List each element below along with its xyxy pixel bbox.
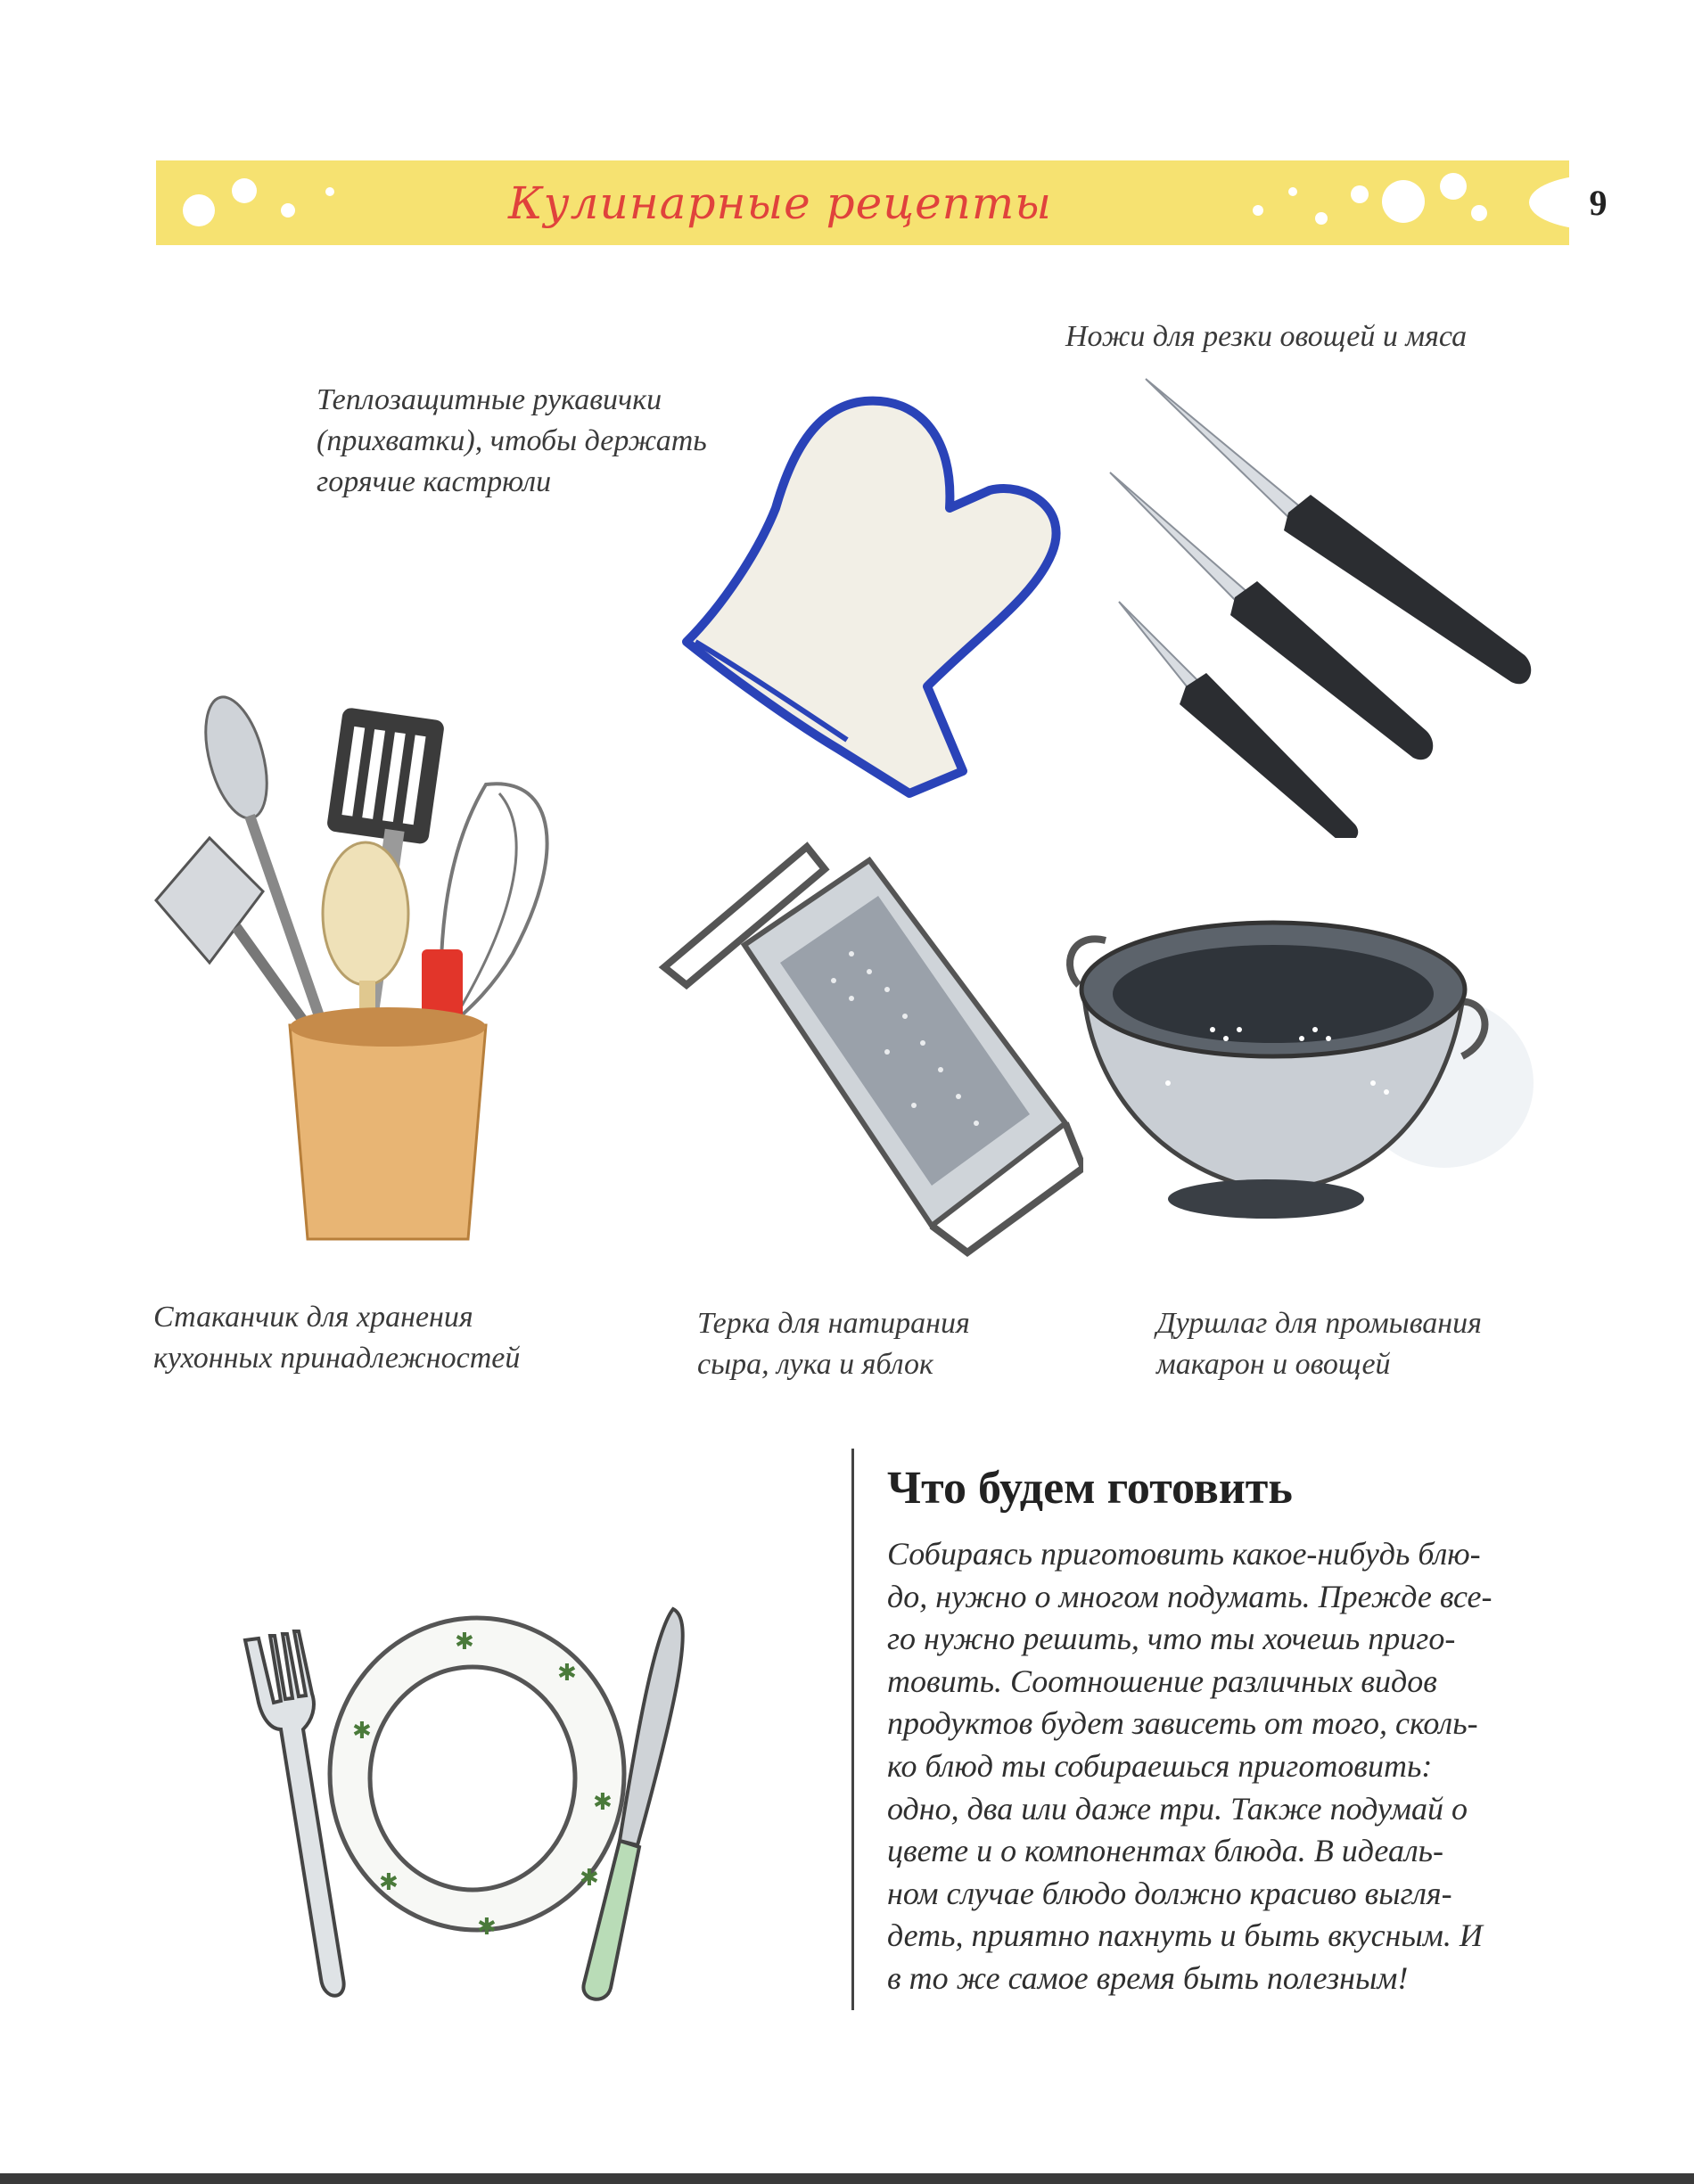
caption-line: Терка для натирания [697,1307,970,1340]
caption-colander [1156,1303,1482,1385]
caption-line: сыра, лука и яблок [697,1348,933,1381]
decorative-dot [1440,173,1467,200]
body-line: до, нужно о многом подумать. Прежде все- [887,1578,1493,1614]
body-line: Собираясь приготовить какое-нибудь блю- [887,1536,1481,1572]
running-header-title: Кулинарные рецепты [507,177,1053,229]
caption-utensil-holder [153,1297,520,1379]
section-title: Что будем готовить [887,1463,1293,1514]
body-text [887,1533,1578,2000]
utensil-holder-icon [147,695,611,1248]
svg-text:✱: ✱ [379,1869,399,1896]
caption-line: Теплозащитные рукавички [317,383,662,416]
knives-icon [1092,374,1556,838]
grater-icon [646,829,1083,1275]
caption-oven-mitts [317,380,707,503]
caption-line: Стаканчик для хранения [153,1301,473,1334]
decorative-dot [1471,205,1487,221]
caption-line: горячие кастрюли [317,465,552,498]
place-setting-icon [227,1596,709,2015]
body-line: цвете и о компонентах блюда. В идеаль- [887,1833,1444,1869]
caption-grater [697,1303,970,1385]
caption-line: (прихватки), чтобы держать [317,424,707,457]
svg-text:✱: ✱ [557,1660,577,1687]
caption-line: Дуршлаг для промывания [1156,1307,1482,1340]
caption-knives [1065,316,1467,357]
svg-text:✱: ✱ [593,1789,613,1816]
header-band [156,160,1608,245]
page-bottom-edge [0,2173,1694,2184]
section-rule [851,1449,854,2010]
svg-text:✱: ✱ [580,1865,599,1892]
page-number: 9 [1529,175,1667,230]
body-line: одно, два или даже три. Также подумай о [887,1790,1468,1827]
caption-line: кухонных принадлежностей [153,1342,521,1375]
body-line: ко блюд ты собираешься приготовить: [887,1747,1433,1784]
body-line: ном случае блюдо должно красиво выгля- [887,1875,1452,1911]
colander-icon [1034,905,1534,1235]
oven-mitt-icon [660,374,1088,820]
body-line: товить. Соотношение различных видов [887,1663,1437,1699]
body-line: деть, приятно пахнуть и быть вкусным. И [887,1917,1483,1954]
svg-text:✱: ✱ [352,1718,372,1745]
body-line: в то же самое время быть полезным! [887,1959,1409,1996]
body-line: продуктов будет зависеть от того, сколь- [887,1705,1478,1742]
svg-text:✱: ✱ [477,1914,497,1941]
caption-line: макарон и овощей [1156,1348,1391,1381]
caption-line: Ножи для резки овощей и мяса [1065,320,1468,353]
svg-text:✱: ✱ [455,1629,474,1655]
body-line: го нужно решить, что ты хочешь приго- [887,1621,1456,1657]
